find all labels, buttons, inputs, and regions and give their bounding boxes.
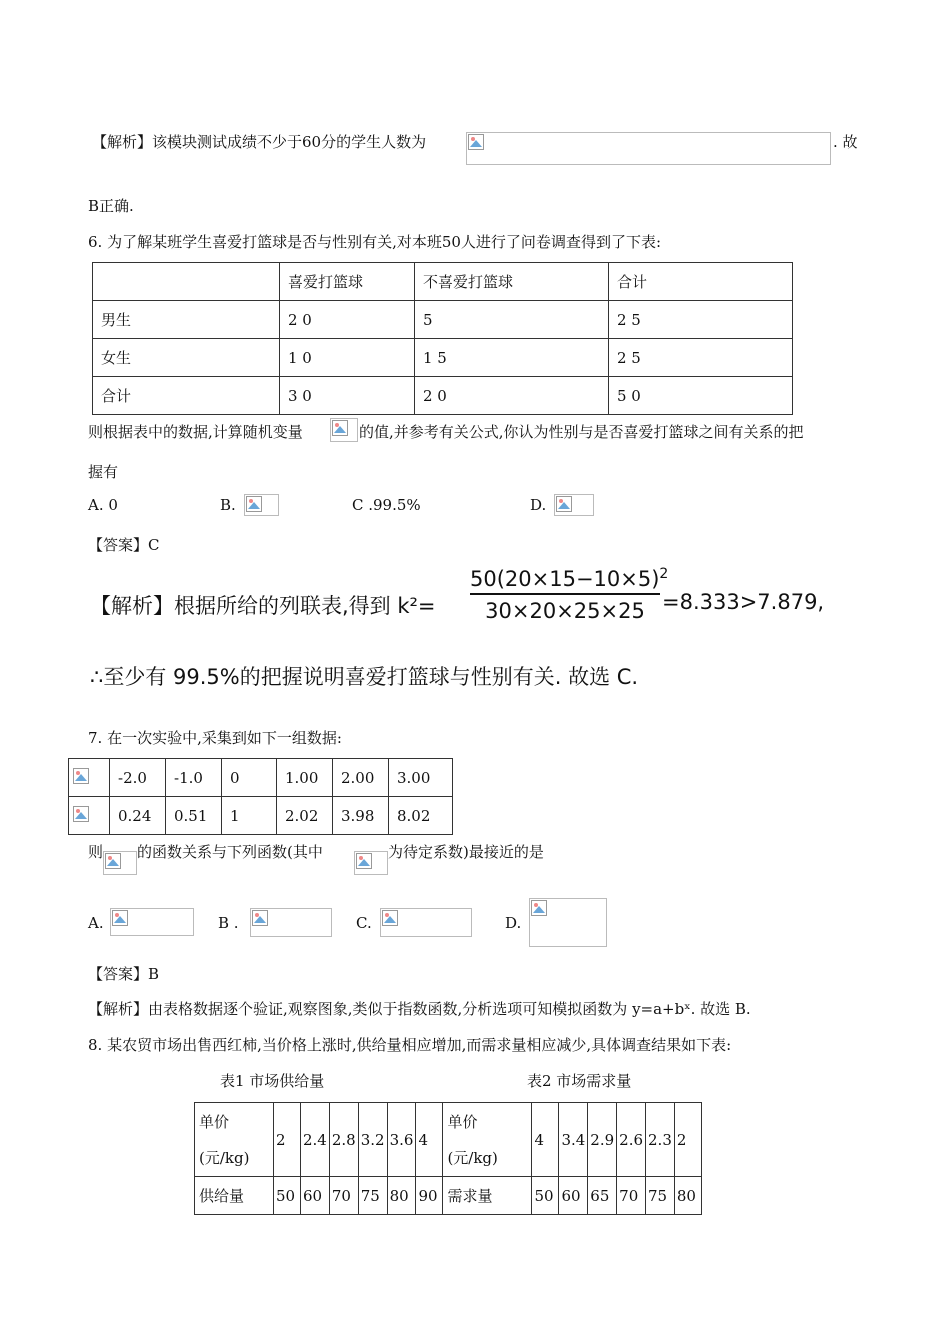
q6-option-a: A. 0 bbox=[88, 496, 118, 514]
table-header-empty bbox=[93, 263, 280, 301]
table-cell: 70 bbox=[329, 1177, 358, 1215]
q8-market-table bbox=[194, 1102, 702, 1215]
q7-option-b: B . bbox=[218, 914, 239, 932]
table-cell: 75 bbox=[358, 1177, 387, 1215]
table-cell: 2 0 bbox=[415, 377, 609, 415]
q6-option-b: B. bbox=[220, 496, 236, 514]
table-cell bbox=[195, 1103, 274, 1177]
table-cell bbox=[443, 1103, 532, 1177]
table-cell: 2 bbox=[674, 1103, 701, 1177]
broken-image-icon bbox=[332, 420, 348, 436]
q6-stem: 6. 为了解某班学生喜爱打篮球是否与性别有关,对本班50人进行了问卷调查得到了下表: bbox=[88, 233, 661, 251]
table-row bbox=[195, 1177, 702, 1215]
table-row bbox=[93, 339, 793, 377]
table-cell: 5 0 bbox=[609, 377, 793, 415]
table-cell: 2.8 bbox=[329, 1103, 358, 1177]
table-cell: 50 bbox=[532, 1177, 559, 1215]
formula-image bbox=[244, 494, 279, 516]
table-header: 合计 bbox=[609, 263, 793, 301]
table-row bbox=[195, 1103, 702, 1177]
formula-denominator: 30×20×25×25 bbox=[485, 599, 645, 623]
table-row bbox=[93, 301, 793, 339]
q7-relation-b: 的函数关系与下列函数(其中 bbox=[137, 843, 323, 861]
table-cell: 1 bbox=[222, 797, 277, 835]
table-cell: 2 0 bbox=[280, 301, 415, 339]
table-row bbox=[93, 377, 793, 415]
price-label: 单价 bbox=[199, 1112, 230, 1131]
table-cell: 2 5 bbox=[609, 301, 793, 339]
q6-formula bbox=[470, 566, 669, 623]
table-cell: 供给量 bbox=[195, 1177, 274, 1215]
formula-image bbox=[466, 132, 831, 165]
table-cell: 合计 bbox=[93, 377, 280, 415]
table-cell: 3 0 bbox=[280, 377, 415, 415]
table-row bbox=[69, 797, 453, 835]
q6-question-line2: 握有 bbox=[88, 463, 119, 481]
table-cell: 80 bbox=[674, 1177, 701, 1215]
table-cell: 1.00 bbox=[277, 759, 333, 797]
table-cell: 需求量 bbox=[443, 1177, 532, 1215]
formula-image bbox=[354, 851, 388, 875]
q6-analysis-line2: ∴至少有 99.5%的把握说明喜爱打篮球与性别有关. 故选 C. bbox=[90, 665, 639, 689]
q7-relation-a: 则 bbox=[88, 843, 104, 861]
table-cell: 4 bbox=[532, 1103, 559, 1177]
table-cell: 2 bbox=[274, 1103, 301, 1177]
broken-image-icon bbox=[112, 910, 128, 926]
broken-image-icon bbox=[105, 853, 121, 869]
formula-image bbox=[529, 898, 607, 947]
table-cell: 0.51 bbox=[166, 797, 222, 835]
q7-option-c: C. bbox=[356, 914, 372, 932]
table-cell: 60 bbox=[301, 1177, 330, 1215]
table-cell: -2.0 bbox=[110, 759, 166, 797]
q6-option-d: D. bbox=[530, 496, 547, 514]
formula-image bbox=[110, 908, 194, 936]
table-cell: 2.3 bbox=[646, 1103, 675, 1177]
broken-image-icon bbox=[382, 910, 398, 926]
q7-stem: 7. 在一次实验中,采集到如下一组数据: bbox=[88, 729, 342, 747]
formula-numerator: 50(20×15−10×5) bbox=[470, 567, 660, 591]
q8-caption-1: 表1 市场供给量 bbox=[220, 1072, 325, 1090]
q8-caption-2: 表2 市场需求量 bbox=[527, 1072, 632, 1090]
table-cell: 50 bbox=[274, 1177, 301, 1215]
formula-image bbox=[380, 908, 472, 937]
table-cell: 70 bbox=[617, 1177, 646, 1215]
table-cell: 3.6 bbox=[387, 1103, 416, 1177]
formula-image bbox=[250, 908, 332, 937]
broken-image-icon bbox=[252, 910, 268, 926]
table-cell: 2.02 bbox=[277, 797, 333, 835]
table-cell: 3.00 bbox=[389, 759, 453, 797]
table-cell: 女生 bbox=[93, 339, 280, 377]
price-unit: (元/kg) bbox=[199, 1148, 250, 1167]
broken-image-icon bbox=[556, 496, 572, 512]
q6-answer: 【答案】C bbox=[88, 536, 160, 554]
price-unit: (元/kg) bbox=[447, 1148, 498, 1167]
q6-contingency-table bbox=[92, 262, 793, 415]
table-cell: 1 5 bbox=[415, 339, 609, 377]
q7-analysis: 【解析】由表格数据逐个验证,观察图象,类似于指数函数,分析选项可知模拟函数为 y=a+bˣ. 故选 B. bbox=[88, 1000, 751, 1018]
broken-image-icon bbox=[356, 853, 372, 869]
table-cell: 2.9 bbox=[588, 1103, 617, 1177]
q5-analysis-suffix: . 故 bbox=[833, 133, 858, 151]
table-cell: 1 0 bbox=[280, 339, 415, 377]
broken-image-icon bbox=[73, 768, 89, 784]
table-row bbox=[69, 759, 453, 797]
q6-analysis-line1-suffix: =8.333>7.879, bbox=[662, 590, 825, 614]
table-cell: 90 bbox=[416, 1177, 443, 1215]
table-cell: 2.00 bbox=[333, 759, 389, 797]
table-cell: 65 bbox=[588, 1177, 617, 1215]
table-cell: 75 bbox=[646, 1177, 675, 1215]
table-cell: 2.6 bbox=[617, 1103, 646, 1177]
table-cell: 5 bbox=[415, 301, 609, 339]
q5-analysis-line2: B正确. bbox=[88, 197, 134, 215]
broken-image-icon bbox=[468, 134, 484, 150]
q6-question-line1-a: 则根据表中的数据,计算随机变量 bbox=[88, 423, 303, 441]
table-cell: 2.4 bbox=[301, 1103, 330, 1177]
table-header: 喜爱打篮球 bbox=[280, 263, 415, 301]
q5-analysis-text: 【解析】该模块测试成绩不少于60分的学生人数为 bbox=[92, 133, 427, 151]
formula-image bbox=[554, 494, 594, 516]
table-cell: 80 bbox=[387, 1177, 416, 1215]
formula-image bbox=[103, 851, 137, 875]
table-cell: 男生 bbox=[93, 301, 280, 339]
table-cell: -1.0 bbox=[166, 759, 222, 797]
q6-option-c: C .99.5% bbox=[352, 496, 421, 514]
q6-analysis-line1-prefix: 【解析】根据所给的列联表,得到 k²= bbox=[90, 594, 436, 618]
price-label: 单价 bbox=[447, 1112, 478, 1131]
q6-question-line1-b: 的值,并参考有关公式,你认为性别与是否喜爱打篮球之间有关系的把 bbox=[359, 423, 804, 441]
q7-data-table bbox=[68, 758, 453, 835]
table-cell: 3.4 bbox=[559, 1103, 588, 1177]
table-cell: 4 bbox=[416, 1103, 443, 1177]
q8-stem: 8. 某农贸市场出售西红柿,当价格上涨时,供给量相应增加,而需求量相应减少,具体调查结果如下表: bbox=[88, 1036, 732, 1054]
table-cell bbox=[69, 759, 110, 797]
formula-exponent: 2 bbox=[659, 566, 669, 582]
q7-answer: 【答案】B bbox=[88, 965, 160, 983]
table-cell: 2 5 bbox=[609, 339, 793, 377]
broken-image-icon bbox=[246, 496, 262, 512]
table-cell: 3.98 bbox=[333, 797, 389, 835]
q7-option-d: D. bbox=[505, 914, 522, 932]
q7-relation-c: 为待定系数)最接近的是 bbox=[388, 843, 544, 861]
table-cell: 3.2 bbox=[358, 1103, 387, 1177]
broken-image-icon bbox=[73, 806, 89, 822]
table-header: 不喜爱打篮球 bbox=[415, 263, 609, 301]
table-cell: 60 bbox=[559, 1177, 588, 1215]
table-cell: 8.02 bbox=[389, 797, 453, 835]
table-cell bbox=[69, 797, 110, 835]
q7-option-a: A. bbox=[88, 914, 104, 932]
broken-image-icon bbox=[531, 900, 547, 916]
table-cell: 0 bbox=[222, 759, 277, 797]
formula-image bbox=[330, 418, 358, 442]
table-cell: 0.24 bbox=[110, 797, 166, 835]
